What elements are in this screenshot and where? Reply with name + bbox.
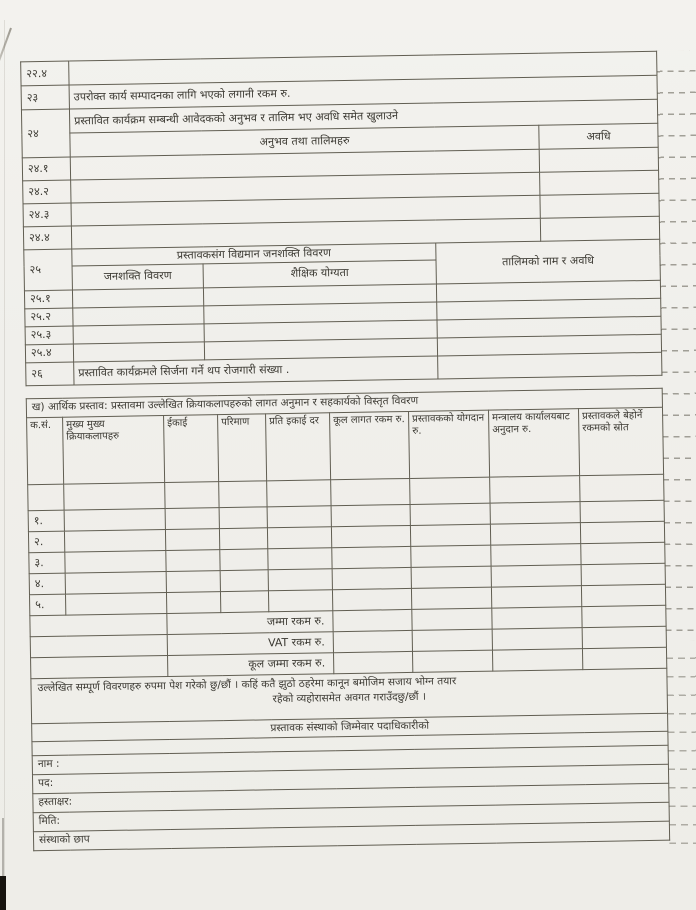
blank-field-cell	[580, 521, 664, 543]
blank-field-cell	[165, 528, 219, 550]
blank-field-cell	[73, 324, 204, 344]
blank-field-cell	[333, 609, 412, 631]
blank-field-cell	[581, 542, 665, 564]
scan-corner-mark	[0, 876, 6, 910]
row-number-cell: २४.४	[23, 226, 71, 250]
blank-field-cell	[65, 571, 166, 594]
blank-field-cell	[165, 507, 219, 529]
row-number-cell: २५.४	[25, 344, 73, 363]
blank-field-cell	[491, 564, 581, 586]
blank-field-cell	[65, 550, 166, 573]
blank-field-cell	[73, 306, 204, 326]
column-header-cell: अनुभव तथा तालिमहरु	[70, 125, 539, 157]
row-number-cell: ५.	[29, 594, 65, 616]
date-field-label: मिति:	[33, 802, 669, 832]
blank-field-cell	[490, 501, 580, 523]
column-header-cell: क.सं.	[27, 417, 64, 485]
blank-field-cell	[411, 587, 491, 609]
blank-field-cell	[410, 503, 490, 525]
column-header-cell: प्रस्तावकको योगदान रु.	[409, 410, 490, 478]
blank-field-cell	[219, 528, 267, 550]
blank-field-cell	[333, 651, 412, 673]
org-stamp-field-label: संस्थाको छाप	[33, 821, 669, 851]
blank-field-cell	[539, 147, 658, 172]
blank-field-cell	[412, 608, 492, 630]
table-caption: ख) आर्थिक प्रस्ताव: प्रस्तावमा उल्लेखित क्रियाकलापहरुको लागत अनुमान र सहकार्यको विस्तृत विवरण	[26, 388, 662, 418]
experience-training-table	[20, 51, 662, 386]
table-header-row	[27, 407, 664, 485]
section-title-cell: प्रस्तावकसंग विद्यमान जनशक्ति विवरण	[72, 243, 436, 266]
blank-field-cell	[220, 570, 268, 592]
blank-field-cell	[30, 613, 167, 636]
blank-field-cell	[268, 548, 332, 570]
blank-field-cell	[73, 342, 204, 362]
row-label-cell: उपरोक्त कार्य सम्पादनका लागि भएको लगानी रकम रु.	[69, 75, 657, 109]
row-number-cell: २५	[24, 249, 73, 291]
column-header-cell: प्रति इकाई दर	[266, 413, 331, 481]
column-header-cell: मन्त्रालय कार्यालयबाट अनुदान रु.	[488, 408, 579, 476]
total-label-cell: जम्मा रकम रु.	[167, 610, 333, 634]
blank-field-cell	[490, 522, 580, 544]
blank-field-cell	[540, 170, 659, 195]
blank-field-cell	[268, 589, 332, 611]
blank-field-cell	[28, 484, 64, 511]
blank-field-cell	[166, 549, 220, 571]
row-number-cell: ३.	[29, 552, 65, 574]
blank-field-cell	[412, 629, 492, 651]
blank-field-cell	[166, 591, 220, 613]
blank-field-cell	[492, 648, 582, 670]
blank-field-cell	[581, 584, 665, 606]
name-field-label: नाम :	[32, 745, 668, 775]
column-header-cell: मुख्य मुख्य क्रियाकलापहरु	[63, 415, 165, 484]
blank-field-cell	[267, 480, 331, 507]
row-label-cell: प्रस्तावित कार्यक्रम सम्बन्धी आवेदकको अनुभव र तालिम भए अवधि समेत खुलाउने	[69, 99, 657, 133]
row-number-cell: ४.	[29, 573, 65, 595]
blank-field-cell	[65, 592, 166, 615]
signature-field-label: हस्ताक्षर:	[33, 783, 669, 813]
row-number-cell: २४.३	[23, 203, 71, 227]
blank-field-cell	[165, 481, 219, 508]
row-number-cell: २२.४	[21, 61, 69, 86]
blank-field-cell	[582, 626, 666, 648]
blank-field-cell	[580, 474, 664, 501]
blank-field-cell	[64, 529, 165, 552]
blank-field-cell	[491, 585, 581, 607]
row-number-cell: २३	[21, 85, 69, 110]
blank-field-cell	[540, 193, 659, 218]
blank-field-cell	[580, 500, 664, 522]
blank-field-cell	[492, 606, 582, 628]
row-number-cell: १.	[28, 510, 64, 532]
scan-edge-dash-artifacts	[666, 640, 696, 856]
declaration-line-1: उल्लेखित सम्पूर्ण विवरणहरु रुपमा पेश गरेको छु/छौं । कहिं कतै झुठो ठहरेमा कानून बमोजिम सजाय भोग्न तयार	[37, 674, 457, 694]
blank-field-cell	[492, 627, 582, 649]
blank-field-cell	[412, 650, 492, 672]
row-label-cell: प्रस्तावित कार्यक्रमले सिर्जना गर्ने थप रोजगारी संख्या .	[74, 356, 438, 385]
row-number-cell: २४.१	[22, 157, 70, 181]
column-header-cell: जनशक्ति विवरण	[72, 264, 203, 290]
column-header-cell: परिमाण	[218, 414, 267, 482]
column-header-cell: तालिमको नाम र अवधि	[436, 239, 661, 283]
declaration-line-2: रहेको व्यहोरासमेत अवगत गराउँदछु/छौं ।	[272, 690, 427, 706]
blank-field-cell	[268, 569, 332, 591]
row-number-cell: २६	[26, 362, 74, 386]
scan-scratch-mark	[0, 28, 12, 81]
column-header-cell: शैक्षिक योग्यता	[203, 260, 436, 288]
signatory-heading: प्रस्तावक संस्थाको जिम्मेवार पदाधिकारीको	[32, 713, 668, 742]
blank-field-cell	[332, 567, 411, 589]
blank-field-cell	[411, 545, 491, 567]
blank-field-cell	[331, 478, 410, 505]
blank-field-cell	[490, 475, 580, 502]
blank-field-cell	[410, 524, 490, 546]
row-number-cell: २.	[28, 531, 64, 553]
blank-field-cell	[491, 543, 581, 565]
blank-field-cell	[219, 481, 267, 508]
blank-field-cell	[331, 525, 410, 547]
column-header-cell: कूल लागत रकम रु.	[330, 411, 410, 479]
blank-field-cell	[31, 655, 168, 678]
economic-proposal-table	[26, 387, 670, 850]
blank-field-cell	[582, 647, 666, 669]
blank-field-cell	[267, 506, 331, 528]
blank-field-cell	[581, 563, 665, 585]
scan-tilt-wrapper	[20, 51, 673, 851]
column-header-cell: ईकाई	[164, 414, 219, 482]
post-field-label: पद:	[32, 764, 668, 794]
blank-field-cell	[438, 352, 662, 379]
blank-field-cell	[72, 288, 203, 308]
blank-field-cell	[332, 588, 411, 610]
scan-corner-artifact	[2, 818, 4, 878]
blank-field-cell	[331, 504, 410, 526]
blank-field-cell	[220, 591, 268, 613]
blank-field-cell	[582, 605, 666, 627]
row-number-cell: २५.१	[24, 290, 72, 309]
blank-field-cell	[411, 566, 491, 588]
blank-field-cell	[166, 570, 220, 592]
blank-field-cell	[220, 549, 268, 571]
scan-fold-line	[4, 20, 5, 880]
blank-field-cell	[333, 630, 412, 652]
blank-field-cell	[410, 477, 490, 504]
row-number-cell: २४.२	[23, 180, 71, 204]
blank-field-cell	[64, 482, 165, 510]
blank-field-cell	[219, 507, 267, 529]
blank-field-cell	[540, 216, 659, 241]
blank-field-cell	[64, 508, 165, 531]
row-number-cell: २५.२	[25, 308, 73, 327]
blank-field-cell	[30, 634, 167, 657]
row-number-cell: २५.३	[25, 326, 73, 345]
total-label-cell: कूल जम्मा रकम रु.	[168, 652, 334, 676]
blank-field-cell	[332, 546, 411, 568]
column-header-cell: अवधि	[539, 123, 658, 149]
blank-field-cell	[267, 527, 331, 549]
row-number-cell: २४	[21, 109, 70, 158]
column-header-cell: प्रस्तावकले बेहोर्ने रकमको स्रोत	[578, 407, 663, 475]
total-label-cell: VAT रकम रु.	[167, 631, 333, 655]
